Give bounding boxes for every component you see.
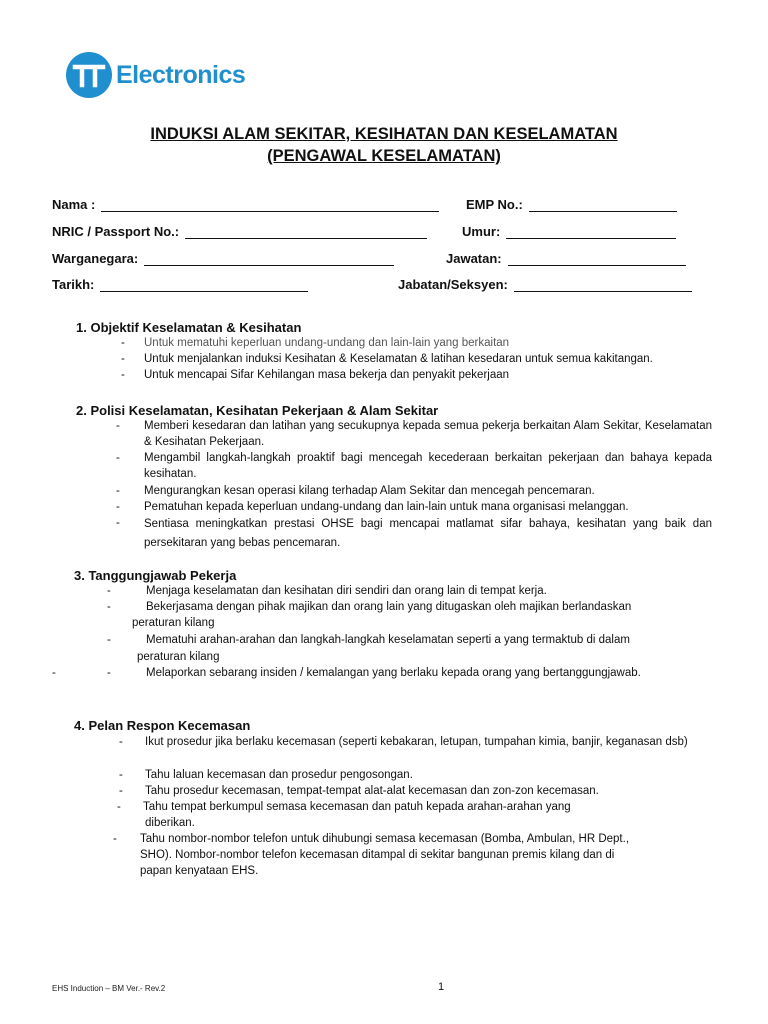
bullet-dash: - (113, 833, 117, 845)
tt-logo-icon (66, 52, 112, 98)
nric-input-line[interactable] (185, 226, 427, 239)
bullet-dash: - (121, 369, 125, 381)
list-item-continuation: SHO). Nombor-nombor telefon kecemasan ditampal di sekitar bangunan premis kilang dan di (140, 849, 615, 861)
bullet-dash: - (119, 736, 123, 748)
list-item: Sentiasa meningkatkan prestasi OHSE bagi mencapai matlamat sifar bahaya, kesihatan yang baik dan persekitaran yang bebas pencemaran. (144, 518, 712, 549)
umur-input-line[interactable] (506, 226, 676, 239)
list-item: Tahu prosedur kecemasan, tempat-tempat alat-alat kecemasan dan zon-zon kecemasan. (145, 785, 599, 797)
logo-text: Electronics (116, 60, 246, 89)
section-3-heading: 3. Tanggungjawab Pekerja (74, 568, 237, 583)
section-4-heading: 4. Pelan Respon Kecemasan (74, 718, 251, 733)
field-label: Umur: (462, 224, 501, 239)
bullet-dash: - (107, 634, 111, 646)
list-item: Ikut prosedur jika berlaku kecemasan (seperti kebakaran, letupan, tumpahan kimia, banjir, keganasan dsb) (145, 736, 688, 748)
list-item: Melaporkan sebarang insiden / kemalangan yang berlaku kepada orang yang bertanggungjawab. (146, 667, 641, 679)
bullet-dash: - (107, 601, 111, 613)
list-item: Untuk mencapai Sifar Kehilangan masa bekerja dan penyakit pekerjaan (144, 369, 510, 381)
jawatan-input-line[interactable] (508, 253, 686, 266)
bullet-dash: - (119, 785, 123, 797)
list-item-continuation: peraturan kilang (137, 651, 220, 663)
section-1-heading: 1. Objektif Keselamatan & Kesihatan (76, 320, 302, 335)
field-label: Jawatan: (446, 251, 502, 266)
footer-version: EHS Induction – BM Ver.- Rev.2 (52, 984, 166, 993)
list-item: Untuk menjalankan induksi Kesihatan & Keselamatan & latihan kesedaran untuk semua kakitangan. (144, 353, 653, 365)
section-2-heading: 2. Polisi Keselamatan, Kesihatan Pekerjaan & Alam Sekitar (76, 403, 439, 418)
company-logo (66, 52, 245, 98)
list-item: Tahu laluan kecemasan dan prosedur pengosongan. (145, 769, 413, 781)
field-label: EMP No.: (466, 197, 523, 212)
list-item: Mematuhi arahan-arahan dan langkah-langkah keselamatan seperti a yang termaktub di dalam (146, 634, 630, 646)
nama-input-line[interactable] (101, 199, 439, 212)
list-item: Tahu nombor-nombor telefon untuk dihubungi semasa kecemasan (Bomba, Ambulan, HR Dept., (140, 833, 630, 845)
list-item: Tahu tempat berkumpul semasa kecemasan dan patuh kepada arahan-arahan yang (143, 801, 571, 813)
list-item: Menjaga keselamatan dan kesihatan diri sendiri dan orang lain di tempat kerja. (146, 585, 547, 597)
list-item-continuation: papan kenyataan EHS. (140, 865, 259, 877)
list-item: Untuk mematuhi keperluan undang-undang dan lain-lain yang berkaitan (144, 337, 510, 349)
bullet-dash: - (116, 501, 120, 513)
bullet-dash: - (119, 769, 123, 781)
field-label: NRIC / Passport No.: (52, 224, 180, 239)
bullet-dash: - (107, 667, 111, 679)
field-nric (52, 224, 427, 239)
bullet-dash: - (116, 420, 120, 432)
bullet-dash: - (52, 667, 56, 679)
field-label: Tarikh: (52, 277, 95, 292)
list-item: Mengambil langkah-langkah proaktif bagi mencegah kecederaan berkaitan pekerjaan dan bahaya kepada kesihatan. (144, 452, 712, 480)
list-item: Pematuhan kepada keperluan undang-undang dan lain-lain untuk mana organisasi melanggan. (144, 501, 629, 513)
field-jawatan (446, 251, 686, 266)
bullet-dash: - (116, 485, 120, 497)
bullet-dash: - (116, 452, 120, 464)
field-nama (52, 197, 439, 212)
bullet-dash: - (121, 353, 125, 365)
list-item-continuation: diberikan. (145, 817, 195, 829)
jabatan-input-line[interactable] (514, 279, 692, 292)
field-label: Jabatan/Seksyen: (398, 277, 508, 292)
field-umur (462, 224, 676, 239)
bullet-dash: - (117, 801, 121, 813)
field-warganegara (52, 251, 394, 266)
warganegara-input-line[interactable] (144, 253, 394, 266)
list-item: Mengurangkan kesan operasi kilang terhadap Alam Sekitar dan mencegah pencemaran. (144, 485, 595, 497)
field-label: Warganegara: (52, 251, 139, 266)
field-jabatan (398, 277, 692, 292)
field-tarikh (52, 277, 308, 292)
bullet-dash: - (116, 517, 120, 529)
emp-input-line[interactable] (529, 199, 677, 212)
tarikh-input-line[interactable] (100, 279, 308, 292)
list-item: Bekerjasama dengan pihak majikan dan orang lain yang ditugaskan oleh majikan berlandaskan (146, 601, 632, 613)
bullet-dash: - (107, 585, 111, 597)
bullet-dash: - (121, 337, 125, 349)
document-subtitle: (PENGAWAL KESELAMATAN) (267, 147, 501, 165)
list-item: Memberi kesedaran dan latihan yang secukupnya kepada semua pekerja berkaitan Alam Sekitar, Keselamatan & Kesihatan Pekerjaan. (144, 420, 712, 448)
list-item-continuation: peraturan kilang (132, 617, 215, 629)
field-emp (466, 197, 677, 212)
page-number: 1 (438, 981, 445, 993)
field-label: Nama : (52, 197, 96, 212)
document-title: INDUKSI ALAM SEKITAR, KESIHATAN DAN KESELAMATAN (150, 125, 618, 143)
